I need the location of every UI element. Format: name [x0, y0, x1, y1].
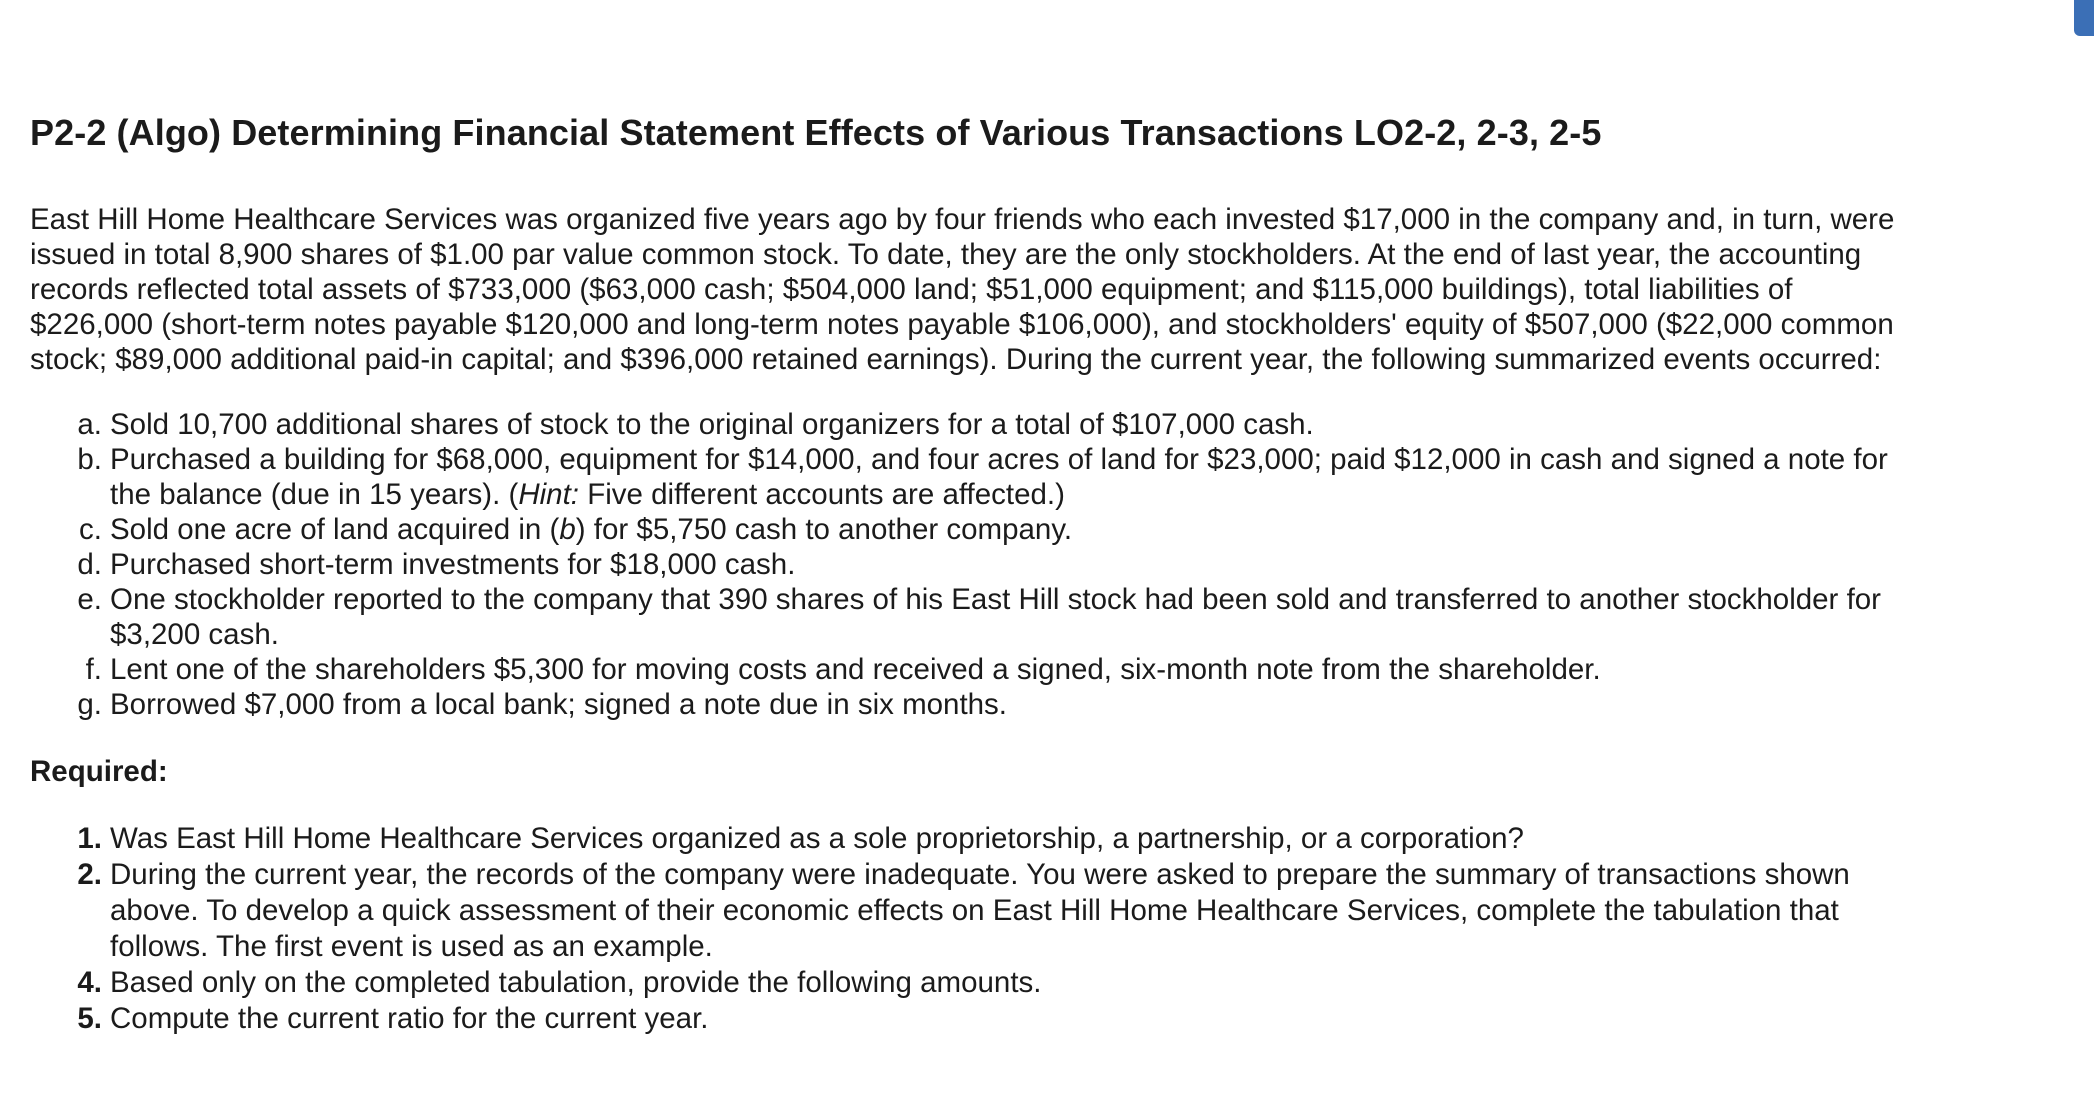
- required-item-5: [30, 1001, 1910, 1037]
- event-item-e: [30, 582, 1910, 652]
- event-marker: e.: [77, 583, 102, 616]
- event-marker: c.: [79, 513, 102, 546]
- required-heading: Required:: [30, 755, 168, 788]
- required-marker: 5.: [77, 1002, 102, 1035]
- event-item-a: [30, 407, 1910, 442]
- events-list: [30, 407, 1910, 722]
- event-item-d: [30, 547, 1910, 582]
- hint-label: Hint:: [518, 478, 579, 511]
- event-item-f: [30, 652, 1910, 687]
- event-marker: f.: [85, 653, 102, 686]
- event-text: [110, 512, 1910, 547]
- required-marker: 1.: [77, 822, 102, 855]
- required-text: Based only on the completed tabulation, provide the following amounts.: [110, 966, 1042, 999]
- required-item-1: [30, 821, 1910, 857]
- problem-content: [30, 108, 1910, 1037]
- required-item-4: [30, 965, 1910, 1001]
- corner-tab[interactable]: [2074, 0, 2094, 36]
- required-marker: 4.: [77, 966, 102, 999]
- event-text: Lent one of the shareholders $5,300 for moving costs and received a signed, six-month note from the shareholder.: [110, 653, 1601, 686]
- required-text: Was East Hill Home Healthcare Services organized as a sole proprietorship, a partnership, or a corporation?: [110, 822, 1524, 855]
- event-marker: b.: [77, 443, 102, 476]
- event-text: [110, 442, 1910, 512]
- event-italic-ref: b: [559, 513, 576, 546]
- required-marker: 2.: [77, 858, 102, 891]
- event-marker: g.: [77, 688, 102, 721]
- event-text: One stockholder reported to the company that 390 shares of his East Hill stock had been sold and transferred to another stockholder for $3,200 cash.: [110, 583, 1882, 651]
- event-text-part: Five different accounts are affected.): [579, 478, 1065, 511]
- event-item-b: [30, 442, 1910, 512]
- required-item-2: [30, 857, 1910, 965]
- required-text: During the current year, the records of the company were inadequate. You were asked to prepare the summary of transactions shown above. To develop a quick assessment of their economic effects on East Hill Home Healthcare Services, complete the tabulation that follows. The first event is used as an example.: [110, 858, 1850, 963]
- problem-intro: East Hill Home Healthcare Services was organized five years ago by four friends who each invested $17,000 in the company and, in turn, were issued in total 8,900 shares of $1.00 par value common stock. To date, they are the only stockholders. At the end of last year, the accounting records reflected total assets of $733,000 ($63,000 cash; $504,000 land; $51,000 equipment; and $115,000 buildings), total liabilities of $226,000 (short-term notes payable $120,000 and long-term notes payable $106,000), and stockholders' equity of $507,000 ($22,000 common stock; $89,000 additional paid-in capital; and $396,000 retained earnings). During the current year, the following summarized events occurred:: [30, 203, 1895, 376]
- event-text-part: ) for $5,750 cash to another company.: [575, 513, 1073, 546]
- event-text-part: Sold one acre of land acquired in (: [110, 513, 560, 546]
- event-text-part: Purchased a building for $68,000, equipment for $14,000, and four acres of land for $23,000; paid $12,000 in cash and signed a note for the balance (due in 15 years). (: [110, 443, 1888, 511]
- event-text: Purchased short-term investments for $18,000 cash.: [110, 548, 796, 581]
- event-item-c: [30, 512, 1910, 547]
- required-list: [30, 821, 1910, 1037]
- required-text: Compute the current ratio for the current year.: [110, 1002, 709, 1035]
- event-text: Borrowed $7,000 from a local bank; signed a note due in six months.: [110, 688, 1007, 721]
- problem-title: P2-2 (Algo) Determining Financial Statement Effects of Various Transactions LO2-2, 2-3, 2-5: [30, 112, 1602, 153]
- event-marker: a.: [77, 408, 102, 441]
- event-text: Sold 10,700 additional shares of stock to the original organizers for a total of $107,000 cash.: [110, 408, 1314, 441]
- event-marker: d.: [77, 548, 102, 581]
- event-item-g: [30, 687, 1910, 722]
